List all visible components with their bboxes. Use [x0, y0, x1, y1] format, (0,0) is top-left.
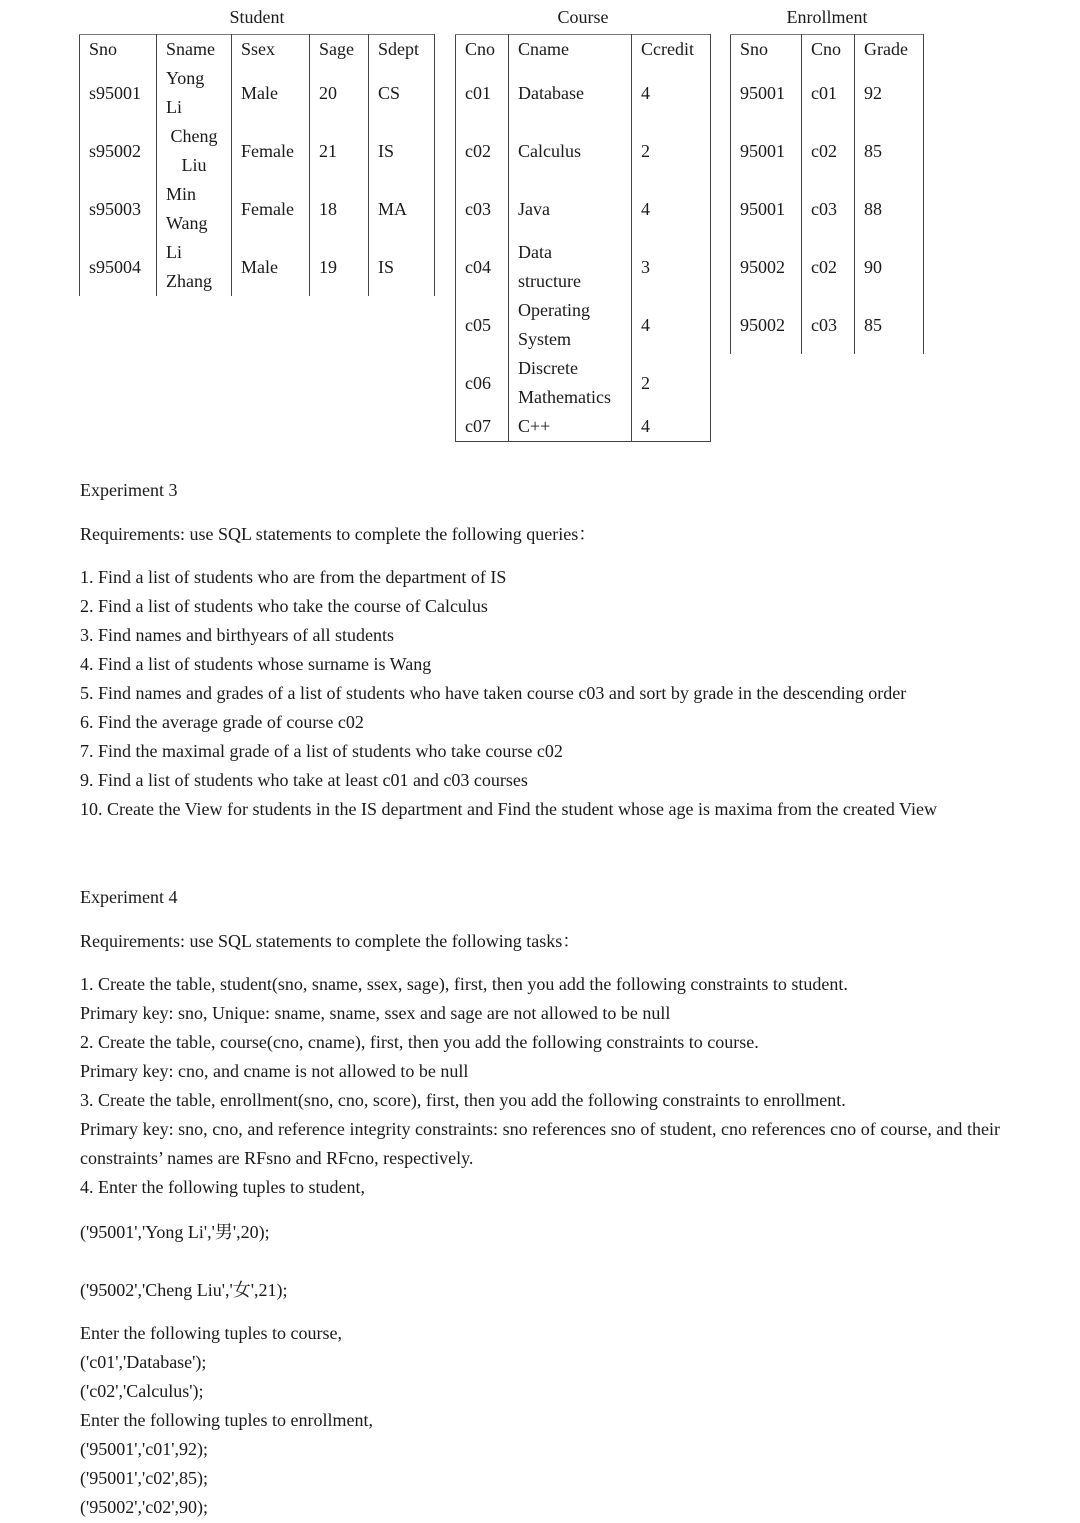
student-table-title: Student	[229, 7, 285, 27]
cell-cno: c05	[456, 296, 509, 354]
header-cell: Cno	[802, 35, 855, 65]
list-item: 10. Create the View for students in the IS department and Find the student whose age is maxima from the created View	[80, 799, 937, 819]
course-tuple: ('c02','Calculus');	[80, 1381, 204, 1401]
list-item: 4. Enter the following tuples to student,	[80, 1177, 365, 1197]
cell-cno: c02	[802, 238, 855, 296]
cell-cno: c04	[456, 238, 509, 296]
cell-sno: 95001	[731, 64, 802, 122]
cell-sdept: IS	[369, 122, 435, 180]
cell-sno: s95001	[80, 64, 157, 122]
table-row	[456, 64, 711, 122]
table-row	[80, 238, 435, 296]
header-cell: Cname	[509, 35, 632, 65]
table-row	[80, 64, 435, 122]
list-item: 6. Find the average grade of course c02	[80, 712, 364, 732]
tuple-list	[80, 1319, 1000, 1522]
cell-cno: c01	[802, 64, 855, 122]
header-cell: Ssex	[232, 35, 310, 65]
cell-ccredit: 3	[632, 238, 711, 296]
student-tuple: ('95002','Cheng Liu','女',21);	[80, 1280, 288, 1300]
enrollment-tuple: ('95001','c02',85);	[80, 1468, 208, 1488]
course-table	[455, 34, 711, 442]
cell-cno: c01	[456, 64, 509, 122]
cell-grade: 92	[855, 64, 924, 122]
table-row	[456, 412, 711, 442]
table-row	[456, 122, 711, 180]
cell-sno: 95002	[731, 238, 802, 296]
cell-ssex: Male	[232, 238, 310, 296]
experiment-3-query-list	[80, 563, 1000, 824]
cell-sage: 21	[310, 122, 369, 180]
list-item: 2. Create the table, course(cno, cname), first, then you add the following constraints to course.	[80, 1032, 759, 1052]
table-row	[456, 354, 711, 412]
cell-sdept: IS	[369, 238, 435, 296]
sname-part: Zhang	[166, 271, 212, 291]
cell-ccredit: 2	[632, 354, 711, 412]
header-cell: Sdept	[369, 35, 435, 65]
cell-grade: 88	[855, 180, 924, 238]
cell-ssex: Female	[232, 122, 310, 180]
cname-part: Discrete	[518, 358, 578, 378]
cell-sname	[157, 180, 232, 238]
cell-cname	[509, 296, 632, 354]
cell-grade: 85	[855, 122, 924, 180]
experiment-4-requirements: Requirements: use SQL statements to complete the following tasks：	[80, 931, 581, 951]
cell-sno: 95002	[731, 296, 802, 354]
experiment-4-task-list	[80, 970, 1000, 1202]
course-tuples-intro: Enter the following tuples to course,	[80, 1323, 342, 1343]
cell-sage: 19	[310, 238, 369, 296]
experiment-3-heading: Experiment 3	[80, 480, 178, 500]
header-cell: Sage	[310, 35, 369, 65]
header-cell: Sname	[157, 35, 232, 65]
cell-cno: c07	[456, 412, 509, 442]
cname-part: structure	[518, 271, 581, 291]
cell-cname: Calculus	[509, 122, 632, 180]
cell-ccredit: 2	[632, 122, 711, 180]
list-item: 3. Find names and birthyears of all students	[80, 625, 394, 645]
cell-cname: C++	[509, 412, 632, 442]
list-item: 9. Find a list of students who take at least c01 and c03 courses	[80, 770, 528, 790]
cell-cno: c03	[456, 180, 509, 238]
table-row	[456, 296, 711, 354]
cell-ccredit: 4	[632, 64, 711, 122]
cell-sno: s95004	[80, 238, 157, 296]
enrollment-table-block	[730, 0, 924, 354]
student-table-block	[79, 0, 435, 296]
header-cell: Sno	[731, 35, 802, 65]
cell-ssex: Male	[232, 64, 310, 122]
cell-sage: 18	[310, 180, 369, 238]
list-item: 1. Create the table, student(sno, sname, ssex, sage), first, then you add the following constraints to student.	[80, 974, 848, 994]
student-tuple: ('95001','Yong Li','男',20);	[80, 1222, 270, 1242]
experiment-3-requirements: Requirements: use SQL statements to complete the following queries：	[80, 524, 597, 544]
experiment-4-heading: Experiment 4	[80, 887, 178, 907]
table-row	[731, 296, 924, 354]
cell-sdept: MA	[369, 180, 435, 238]
cname-part: Data	[518, 242, 552, 262]
cell-sname	[157, 122, 232, 180]
table-header-row	[731, 35, 924, 65]
cell-cno: c03	[802, 296, 855, 354]
enrollment-table	[730, 34, 924, 354]
enrollment-tuple: ('95001','c01',92);	[80, 1439, 208, 1459]
table-row	[456, 180, 711, 238]
cell-sname	[157, 238, 232, 296]
sname-part: Yong	[166, 68, 205, 88]
cell-cno: c02	[802, 122, 855, 180]
list-item: 7. Find the maximal grade of a list of students who take course c02	[80, 741, 563, 761]
table-row	[80, 122, 435, 180]
cell-cname	[509, 238, 632, 296]
cell-sno: s95002	[80, 122, 157, 180]
cell-grade: 90	[855, 238, 924, 296]
sname-part: Li	[166, 242, 182, 262]
course-table-title: Course	[557, 7, 609, 27]
table-header-row	[80, 35, 435, 65]
header-cell: Ccredit	[632, 35, 711, 65]
cell-sdept: CS	[369, 64, 435, 122]
list-item: 3. Create the table, enrollment(sno, cno, score), first, then you add the following constraints to enrollment.	[80, 1090, 846, 1110]
cell-ssex: Female	[232, 180, 310, 238]
cname-part: System	[518, 329, 572, 349]
cell-ccredit: 4	[632, 296, 711, 354]
sname-part: Li	[166, 97, 182, 117]
cell-cno: c02	[456, 122, 509, 180]
table-row	[731, 180, 924, 238]
course-tuple: ('c01','Database');	[80, 1352, 207, 1372]
cell-cno: c03	[802, 180, 855, 238]
cell-sage: 20	[310, 64, 369, 122]
cell-cname: Java	[509, 180, 632, 238]
cell-sname	[157, 64, 232, 122]
table-row	[731, 64, 924, 122]
table-row	[731, 122, 924, 180]
list-item: 5. Find names and grades of a list of students who have taken course c03 and sort by grade in the descending order	[80, 683, 907, 703]
cell-sno: 95001	[731, 122, 802, 180]
cell-sno: s95003	[80, 180, 157, 238]
course-table-block	[455, 0, 711, 442]
enrollment-tuples-intro: Enter the following tuples to enrollment,	[80, 1410, 373, 1430]
sname-part: Cheng	[170, 126, 218, 146]
cell-ccredit: 4	[632, 412, 711, 442]
sname-part: Wang	[166, 213, 208, 233]
cname-part: Operating	[518, 300, 590, 320]
list-item: Primary key: cno, and cname is not allowed to be null	[80, 1061, 469, 1081]
table-row	[456, 238, 711, 296]
table-row	[80, 180, 435, 238]
table-header-row	[456, 35, 711, 65]
cell-cname: Database	[509, 64, 632, 122]
header-cell: Sno	[80, 35, 157, 65]
cell-cname	[509, 354, 632, 412]
list-item: 4. Find a list of students whose surname is Wang	[80, 654, 432, 674]
table-row	[731, 238, 924, 296]
list-item: Primary key: sno, cno, and reference integrity constraints: sno references sno of student, cno references cno of course, and their constraints’ names are RFsno and RFcno, respectively.	[80, 1119, 1000, 1168]
header-cell: Cno	[456, 35, 509, 65]
cname-part: Mathematics	[518, 387, 611, 407]
enrollment-table-title: Enrollment	[786, 7, 868, 27]
list-item: 1. Find a list of students who are from the department of IS	[80, 567, 507, 587]
student-table	[79, 34, 435, 296]
cell-cno: c06	[456, 354, 509, 412]
header-cell: Grade	[855, 35, 924, 65]
list-item: 2. Find a list of students who take the course of Calculus	[80, 596, 488, 616]
cell-sno: 95001	[731, 180, 802, 238]
list-item: Primary key: sno, Unique: sname, sname, ssex and sage are not allowed to be null	[80, 1003, 671, 1023]
cell-ccredit: 4	[632, 180, 711, 238]
sname-part: Liu	[181, 155, 207, 175]
enrollment-tuple: ('95002','c02',90);	[80, 1497, 208, 1517]
sname-part: Min	[166, 184, 197, 204]
cell-grade: 85	[855, 296, 924, 354]
